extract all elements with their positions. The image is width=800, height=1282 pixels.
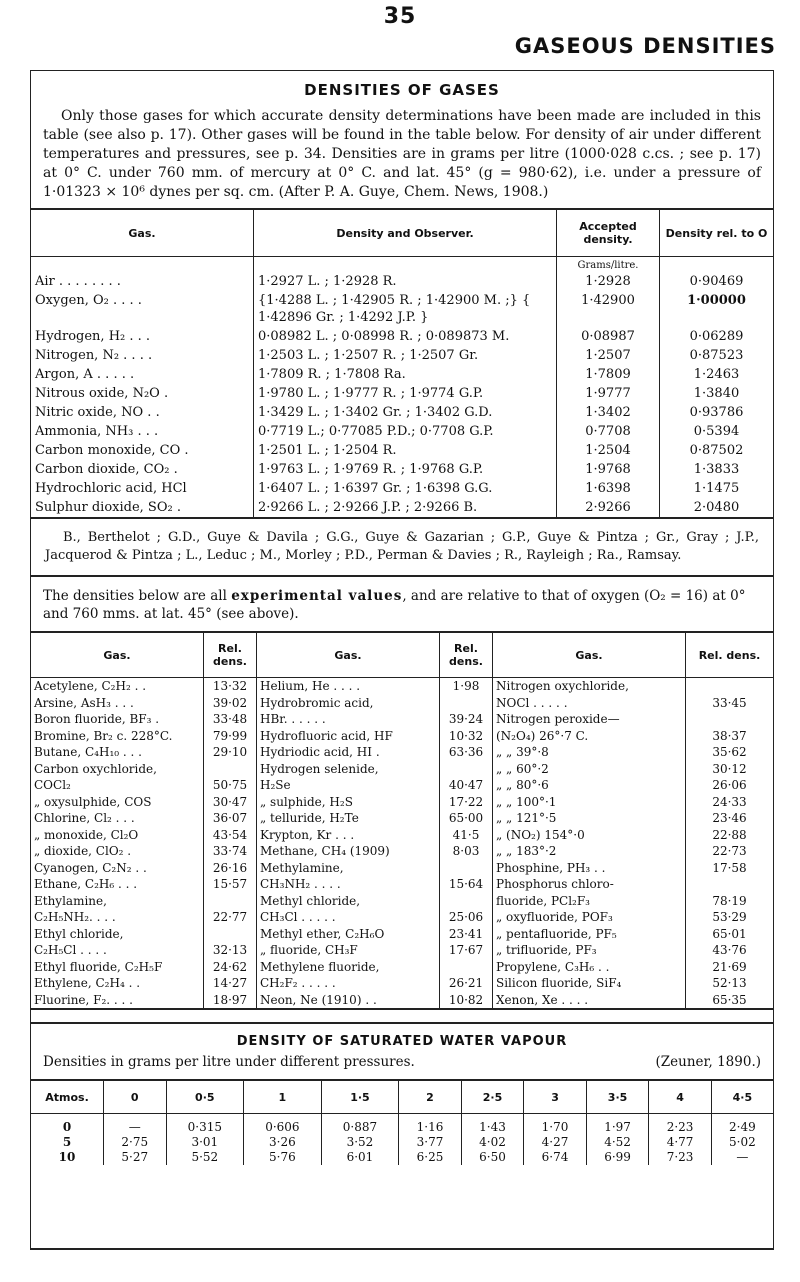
relative-density: 2·0480 — [693, 500, 740, 515]
exp-rel-density: 52·13 — [712, 976, 747, 990]
density-row — [31, 460, 773, 479]
exp-rel-density: 39·02 — [204, 695, 257, 712]
exp-gas-name: HBr. . . . . . — [257, 711, 440, 728]
vapour-value: — — [104, 1114, 167, 1136]
density-observer: 0·7719 L.; 0·77085 P.D.; 0·7708 G.P. — [254, 422, 557, 441]
accepted-density: 0·7708 — [557, 422, 660, 441]
vapour-header-row — [31, 1080, 773, 1114]
exp-gas-name: Ethylamine, — [31, 893, 204, 910]
density-row — [31, 272, 773, 291]
vapour-value: 1·16 — [399, 1114, 462, 1136]
gas-name: Nitrous oxide, N₂O . — [31, 384, 254, 403]
gas-name: Argon, A . . . . . — [31, 365, 254, 384]
exp-header-rel-1: Rel. dens. — [204, 632, 257, 678]
exp-rel-density: 33·74 — [204, 843, 257, 860]
exp-gas-name: Methylene fluoride, — [257, 959, 440, 976]
vapour-row-atmos: 5 — [31, 1135, 104, 1150]
experimental-row — [31, 893, 773, 910]
exp-rel-density: 30·47 — [204, 794, 257, 811]
relative-density: 1·00000 — [687, 293, 746, 308]
exp-rel-density: 29·10 — [204, 744, 257, 761]
exp-gas-name: „ telluride, H₂Te — [257, 810, 440, 827]
exp-rel-density: 10·32 — [440, 728, 493, 745]
exp-rel-density: 32·13 — [204, 942, 257, 959]
exp-gas-name: „ „ 39°·8 — [493, 744, 686, 761]
intro-paragraph: Only those gases for which accurate density determinations have been made are included in this table (see also p. 17). Other gases will be found in the table below. For density of air under different temperatures and pressures, see p. 34. Densities are in grams per litre (1000·028 c.cs. ; see p. 17) at 0° C. under 760 mm. of mercury at 0° C. and lat. 45° (g = 980·62), i.e. under a pressure of 1·01323 × 10⁶ dynes per sq. cm. (After P. A. Guye, Chem. News, 1908.) — [43, 108, 761, 200]
vapour-header-pressure: 0 — [104, 1080, 167, 1114]
relative-density: 1·2463 — [693, 367, 740, 382]
accepted-density: 1·7809 — [557, 365, 660, 384]
exp-gas-name: Methyl ether, C₂H₆O — [257, 926, 440, 943]
exp-rel-density — [440, 959, 493, 976]
exp-gas-name: Bromine, Br₂ c. 228°C. — [31, 728, 204, 745]
exp-rel-density: 1·98 — [440, 678, 493, 695]
exp-gas-name: Chlorine, Cl₂ . . . — [31, 810, 204, 827]
gas-name: Hydrochloric acid, HCl — [31, 479, 254, 498]
density-row — [31, 403, 773, 422]
exp-rel-density: 65·00 — [440, 810, 493, 827]
experimental-row — [31, 843, 773, 860]
vapour-header-pressure: 4 — [649, 1080, 712, 1114]
exp-gas-name: Xenon, Xe . . . . — [493, 992, 686, 1009]
density-observer: {1·4288 L. ; 1·42905 R. ; 1·42900 M. ;} { 1·42896 Gr. ; 1·4292 J.P. } — [254, 291, 557, 327]
exp-rel-density: 65·01 — [712, 926, 747, 941]
vapour-header-pressure: 0·5 — [166, 1080, 244, 1114]
exp-gas-name: Fluorine, F₂. . . . — [31, 992, 204, 1009]
vapour-row — [31, 1135, 773, 1150]
vapour-table — [31, 1079, 773, 1165]
vapour-value: 3·26 — [244, 1135, 322, 1150]
units-label: Grams/litre. — [557, 257, 660, 273]
vapour-header-pressure: 3 — [524, 1080, 587, 1114]
exp-gas-name: „ trifluoride, PF₃ — [493, 942, 686, 959]
exp-gas-name: Carbon oxychloride, — [31, 761, 204, 778]
experimental-row — [31, 761, 773, 778]
density-observer: 0·08982 L. ; 0·08998 R. ; 0·089873 M. — [254, 327, 557, 346]
vapour-value: 5·02 — [729, 1135, 756, 1149]
exp-rel-density: 22·77 — [204, 909, 257, 926]
vapour-value: 2·75 — [104, 1135, 167, 1150]
exp-rel-density: 23·41 — [440, 926, 493, 943]
experimental-row — [31, 744, 773, 761]
exp-rel-density — [204, 761, 257, 778]
density-row — [31, 441, 773, 460]
exp-gas-name: Methane, CH₄ (1909) — [257, 843, 440, 860]
vapour-value: 5·27 — [104, 1150, 167, 1165]
vapour-value: 0·887 — [321, 1114, 399, 1136]
accepted-density: 1·2504 — [557, 441, 660, 460]
exp-rel-density: 23·46 — [712, 811, 747, 825]
exp-rel-density: 26·06 — [712, 778, 747, 792]
vapour-value: 2·23 — [649, 1114, 712, 1136]
density-observer: 1·2501 L. ; 1·2504 R. — [254, 441, 557, 460]
vapour-value: 5·52 — [166, 1150, 244, 1165]
exp-rel-density: 36·07 — [204, 810, 257, 827]
exp-gas-name: „ dioxide, ClO₂ . — [31, 843, 204, 860]
vapour-value: 6·25 — [399, 1150, 462, 1165]
exp-rel-density: 22·73 — [712, 844, 747, 858]
exp-gas-name: Hydriodic acid, HI . — [257, 744, 440, 761]
density-observer: 1·9763 L. ; 1·9769 R. ; 1·9768 G.P. — [254, 460, 557, 479]
accepted-density: 1·2507 — [557, 346, 660, 365]
exp-gas-name: Phosphorus chloro- — [493, 876, 686, 893]
exp-gas-name: „ pentafluoride, PF₅ — [493, 926, 686, 943]
exp-gas-name: NOCl . . . . . — [493, 695, 686, 712]
gas-name: Carbon monoxide, CO . — [31, 441, 254, 460]
experimental-row — [31, 810, 773, 827]
vapour-subtitle — [31, 1053, 773, 1071]
experimental-note — [31, 587, 773, 623]
vapour-header-pressure: 2 — [399, 1080, 462, 1114]
exp-header-rel-3: Rel. dens. — [698, 648, 761, 662]
experimental-row — [31, 975, 773, 992]
exp-rel-density — [686, 678, 774, 695]
exp-rel-density: 78·19 — [712, 893, 747, 908]
exp-gas-name: „ oxyfluoride, POF₃ — [493, 909, 686, 926]
exp-rel-density: 63·36 — [440, 744, 493, 761]
exp-gas-name: Boron fluoride, BF₃ . — [31, 711, 204, 728]
vapour-source: (Zeuner, 1890.) — [655, 1054, 761, 1070]
exp-gas-name: Ethane, C₂H₆ . . . — [31, 876, 204, 893]
exp-gas-name: Krypton, Kr . . . — [257, 827, 440, 844]
experimental-note-part1: The densities below are all — [43, 588, 232, 604]
exp-gas-name: Acetylene, C₂H₂ . . — [31, 678, 204, 695]
exp-gas-name: Arsine, AsH₃ . . . — [31, 695, 204, 712]
accepted-density: 0·08987 — [557, 327, 660, 346]
vapour-header-atmos: Atmos. — [31, 1080, 104, 1114]
exp-gas-name: C₂H₅NH₂. . . . — [31, 909, 204, 926]
exp-rel-density: 25·06 — [440, 909, 493, 926]
exp-gas-name: Phosphine, PH₃ . . — [493, 860, 686, 877]
experimental-row — [31, 942, 773, 959]
vapour-value: 3·52 — [321, 1135, 399, 1150]
exp-gas-name: „ fluoride, CH₃F — [257, 942, 440, 959]
col-header-density: Density and Observer. — [254, 209, 557, 257]
page-number: 35 — [383, 4, 417, 29]
vapour-value: 6·50 — [461, 1150, 524, 1165]
exp-header-gas-2: Gas. — [257, 632, 440, 678]
vapour-value: 0·606 — [244, 1114, 322, 1136]
gas-name: Air . . . . . . . . — [31, 272, 254, 291]
exp-gas-name: (N₂O₄) 26°·7 C. — [493, 728, 686, 745]
vapour-header-pressure: 1 — [244, 1080, 322, 1114]
experimental-row — [31, 876, 773, 893]
accepted-density: 1·2928 — [557, 272, 660, 291]
vapour-value: — — [736, 1150, 749, 1164]
exp-rel-density — [686, 876, 774, 893]
relative-density: 0·93786 — [689, 405, 744, 420]
gas-name: Carbon dioxide, CO₂ . — [31, 460, 254, 479]
density-row — [31, 291, 773, 327]
relative-density: 1·3840 — [693, 386, 740, 401]
experimental-row — [31, 695, 773, 712]
exp-rel-density: 26·21 — [440, 975, 493, 992]
vapour-value: 1·70 — [524, 1114, 587, 1136]
exp-gas-name: Cyanogen, C₂N₂ . . — [31, 860, 204, 877]
page-frame — [30, 70, 774, 1250]
exp-gas-name: CH₂F₂ . . . . . — [257, 975, 440, 992]
relative-density: 1·1475 — [693, 481, 740, 496]
experimental-table-body — [31, 678, 773, 1009]
exp-gas-name: Nitrogen oxychloride, — [493, 678, 686, 695]
exp-rel-density: 43·76 — [712, 943, 747, 957]
exp-gas-name: Silicon fluoride, SiF₄ — [493, 975, 686, 992]
observer-abbreviations: B., Berthelot ; G.D., Guye & Davila ; G.G., Guye & Gazarian ; G.P., Guye & Pintza ; Gr., Gray ; J.P., Jacquerod & Pintza ; L., Leduc ; M., Morley ; P.D., Perman & Davies ; R., Rayleigh ; Ra., Ramsay. — [45, 530, 759, 563]
vapour-value: 5·76 — [244, 1150, 322, 1165]
relative-density: 0·87502 — [689, 443, 744, 458]
experimental-row — [31, 728, 773, 745]
vapour-value: 1·43 — [461, 1114, 524, 1136]
exp-gas-name: Helium, He . . . . — [257, 678, 440, 695]
experimental-row — [31, 992, 773, 1009]
gas-name: Sulphur dioxide, SO₂ . — [31, 498, 254, 517]
exp-rel-density: 21·69 — [712, 959, 747, 974]
exp-rel-density: 17·22 — [440, 794, 493, 811]
exp-gas-name: COCl₂ — [31, 777, 204, 794]
exp-gas-name: fluoride, PCl₂F₃ — [493, 893, 686, 910]
exp-gas-name: C₂H₅Cl . . . . — [31, 942, 204, 959]
exp-gas-name: „ sulphide, H₂S — [257, 794, 440, 811]
exp-rel-density: 33·45 — [712, 695, 747, 710]
exp-rel-density: 41·5 — [440, 827, 493, 844]
exp-rel-density: 8·03 — [440, 843, 493, 860]
experimental-row — [31, 926, 773, 943]
vapour-row — [31, 1150, 773, 1165]
exp-gas-name: Hydrofluoric acid, HF — [257, 728, 440, 745]
exp-gas-name: Neon, Ne (1910) . . — [257, 992, 440, 1009]
density-observer: 1·7809 R. ; 1·7808 Ra. — [254, 365, 557, 384]
vapour-value: 4·02 — [461, 1135, 524, 1150]
densities-table — [31, 208, 773, 517]
exp-gas-name: Ethylene, C₂H₄ . . — [31, 975, 204, 992]
exp-rel-density: 10·82 — [440, 992, 493, 1009]
vapour-value: 4·27 — [524, 1135, 587, 1150]
accepted-density: 1·9768 — [557, 460, 660, 479]
exp-gas-name: „ „ 80°·6 — [493, 777, 686, 794]
exp-gas-name: Methylamine, — [257, 860, 440, 877]
exp-gas-name: H₂Se — [257, 777, 440, 794]
exp-rel-density: 50·75 — [204, 777, 257, 794]
experimental-row — [31, 794, 773, 811]
exp-header-rel-2: Rel. dens. — [440, 632, 493, 678]
exp-rel-density: 35·62 — [712, 745, 747, 759]
gas-name: Hydrogen, H₂ . . . — [31, 327, 254, 346]
gas-name: Ammonia, NH₃ . . . — [31, 422, 254, 441]
exp-rel-density: 22·88 — [712, 827, 747, 842]
gas-name: Nitric oxide, NO . . — [31, 403, 254, 422]
exp-rel-density: 15·57 — [204, 876, 257, 893]
exp-rel-density: 14·27 — [204, 975, 257, 992]
gas-name: Nitrogen, N₂ . . . . — [31, 346, 254, 365]
relative-density: 0·5394 — [693, 424, 740, 439]
exp-gas-name: Ethyl fluoride, C₂H₅F — [31, 959, 204, 976]
vapour-value: 3·77 — [399, 1135, 462, 1150]
exp-gas-name: Propylene, C₃H₆ . . — [493, 959, 686, 976]
exp-rel-density: 43·54 — [204, 827, 257, 844]
accepted-density: 1·9777 — [557, 384, 660, 403]
exp-header-gas-3: Gas. — [493, 632, 686, 678]
exp-rel-density: 40·47 — [440, 777, 493, 794]
experimental-note-emphasis: experimental values — [231, 588, 403, 604]
experimental-note-part2: , and are relative to that of oxygen (O₂ = 16) at 0° and 760 mms. at lat. 45° (see above). — [43, 588, 746, 622]
experimental-row — [31, 860, 773, 877]
density-observer: 1·2503 L. ; 1·2507 R. ; 1·2507 Gr. — [254, 346, 557, 365]
vapour-row-atmos: 10 — [31, 1150, 104, 1165]
experimental-table — [31, 631, 773, 1008]
vapour-subtitle-text: Densities in grams per litre under different pressures. — [43, 1054, 415, 1070]
exp-gas-name: Hydrobromic acid, — [257, 695, 440, 712]
exp-rel-density — [440, 860, 493, 877]
vapour-value: 6·74 — [524, 1150, 587, 1165]
vapour-header-pressure: 2·5 — [461, 1080, 524, 1114]
exp-gas-name: CH₃Cl . . . . . — [257, 909, 440, 926]
exp-gas-name: Methyl chloride, — [257, 893, 440, 910]
exp-rel-density — [440, 695, 493, 712]
accepted-density: 1·3402 — [557, 403, 660, 422]
exp-rel-density — [686, 711, 774, 728]
running-header: GASEOUS DENSITIES — [514, 34, 776, 58]
exp-rel-density: 39·24 — [440, 711, 493, 728]
vapour-row — [31, 1114, 773, 1136]
col-header-accepted: Accepted density. — [557, 209, 660, 257]
density-row — [31, 327, 773, 346]
vapour-header-pressure: 3·5 — [586, 1080, 649, 1114]
exp-rel-density: 24·62 — [204, 959, 257, 976]
exp-rel-density: 38·37 — [712, 728, 747, 743]
exp-gas-name: „ (NO₂) 154°·0 — [493, 827, 686, 844]
col-header-gas: Gas. — [31, 209, 254, 257]
vapour-value: 4·77 — [649, 1135, 712, 1150]
exp-gas-name: „ „ 100°·1 — [493, 794, 686, 811]
exp-rel-density — [204, 926, 257, 943]
vapour-value: 7·23 — [649, 1150, 712, 1165]
relative-density: 0·90469 — [689, 274, 744, 289]
experimental-row — [31, 711, 773, 728]
density-observer: 1·2927 L. ; 1·2928 R. — [254, 272, 557, 291]
experimental-row — [31, 678, 773, 695]
gas-name: Oxygen, O₂ . . . . — [31, 291, 254, 327]
exp-gas-name: Nitrogen peroxide— — [493, 711, 686, 728]
col-header-relative: Density rel. to O — [665, 226, 768, 240]
exp-rel-density — [440, 893, 493, 910]
accepted-density: 1·42900 — [557, 291, 660, 327]
experimental-row — [31, 827, 773, 844]
exp-rel-density: 13·32 — [204, 678, 257, 695]
experimental-row — [31, 909, 773, 926]
accepted-density: 2·9266 — [557, 498, 660, 517]
exp-rel-density: 18·97 — [204, 992, 257, 1009]
density-row — [31, 346, 773, 365]
density-row — [31, 422, 773, 441]
relative-density: 0·06289 — [689, 329, 744, 344]
density-observer: 1·3429 L. ; 1·3402 Gr. ; 1·3402 G.D. — [254, 403, 557, 422]
exp-gas-name: „ oxysulphide, COS — [31, 794, 204, 811]
exp-rel-density: 65·35 — [712, 992, 747, 1007]
exp-gas-name: Hydrogen selenide, — [257, 761, 440, 778]
densities-table-body — [31, 257, 773, 518]
exp-gas-name: CH₃NH₂ . . . . — [257, 876, 440, 893]
accepted-density: 1·6398 — [557, 479, 660, 498]
vapour-value: 2·49 — [729, 1120, 756, 1134]
exp-rel-density: 33·48 — [204, 711, 257, 728]
exp-gas-name: Butane, C₄H₁₀ . . . — [31, 744, 204, 761]
exp-gas-name: „ „ 121°·5 — [493, 810, 686, 827]
vapour-header-pressure: 1·5 — [321, 1080, 399, 1114]
section-title-densities: DENSITIES OF GASES — [304, 81, 500, 99]
exp-rel-density: 15·64 — [440, 876, 493, 893]
density-observer: 1·9780 L. ; 1·9777 R. ; 1·9774 G.P. — [254, 384, 557, 403]
experimental-row — [31, 777, 773, 794]
density-row — [31, 365, 773, 384]
exp-gas-name: „ monoxide, Cl₂O — [31, 827, 204, 844]
exp-rel-density: 53·29 — [712, 910, 747, 924]
vapour-value: 6·01 — [321, 1150, 399, 1165]
section-title-vapour: DENSITY OF SATURATED WATER VAPOUR — [236, 1034, 568, 1049]
vapour-value: 6·99 — [586, 1150, 649, 1165]
exp-rel-density: 17·67 — [440, 942, 493, 959]
density-row — [31, 498, 773, 517]
exp-rel-density: 79·99 — [204, 728, 257, 745]
exp-rel-density: 30·12 — [712, 761, 747, 776]
exp-gas-name: Ethyl chloride, — [31, 926, 204, 943]
exp-rel-density — [204, 893, 257, 910]
vapour-value: 1·97 — [586, 1114, 649, 1136]
vapour-value: 4·52 — [586, 1135, 649, 1150]
density-row — [31, 479, 773, 498]
exp-rel-density: 17·58 — [712, 860, 747, 875]
vapour-value: 3·01 — [166, 1135, 244, 1150]
experimental-row — [31, 959, 773, 976]
exp-rel-density: 24·33 — [712, 794, 747, 809]
exp-rel-density: 26·16 — [204, 860, 257, 877]
exp-header-gas-1: Gas. — [31, 632, 204, 678]
vapour-header-pressure: 4·5 — [732, 1090, 753, 1104]
vapour-row-atmos: 0 — [31, 1114, 104, 1136]
density-row — [31, 384, 773, 403]
density-observer: 2·9266 L. ; 2·9266 J.P. ; 2·9266 B. — [254, 498, 557, 517]
density-observer: 1·6407 L. ; 1·6397 Gr. ; 1·6398 G.G. — [254, 479, 557, 498]
exp-rel-density — [440, 761, 493, 778]
vapour-table-body — [31, 1114, 773, 1166]
exp-gas-name: „ „ 183°·2 — [493, 843, 686, 860]
relative-density: 0·87523 — [689, 348, 744, 363]
relative-density: 1·3833 — [693, 462, 740, 477]
vapour-value: 0·315 — [166, 1114, 244, 1136]
exp-gas-name: „ „ 60°·2 — [493, 761, 686, 778]
